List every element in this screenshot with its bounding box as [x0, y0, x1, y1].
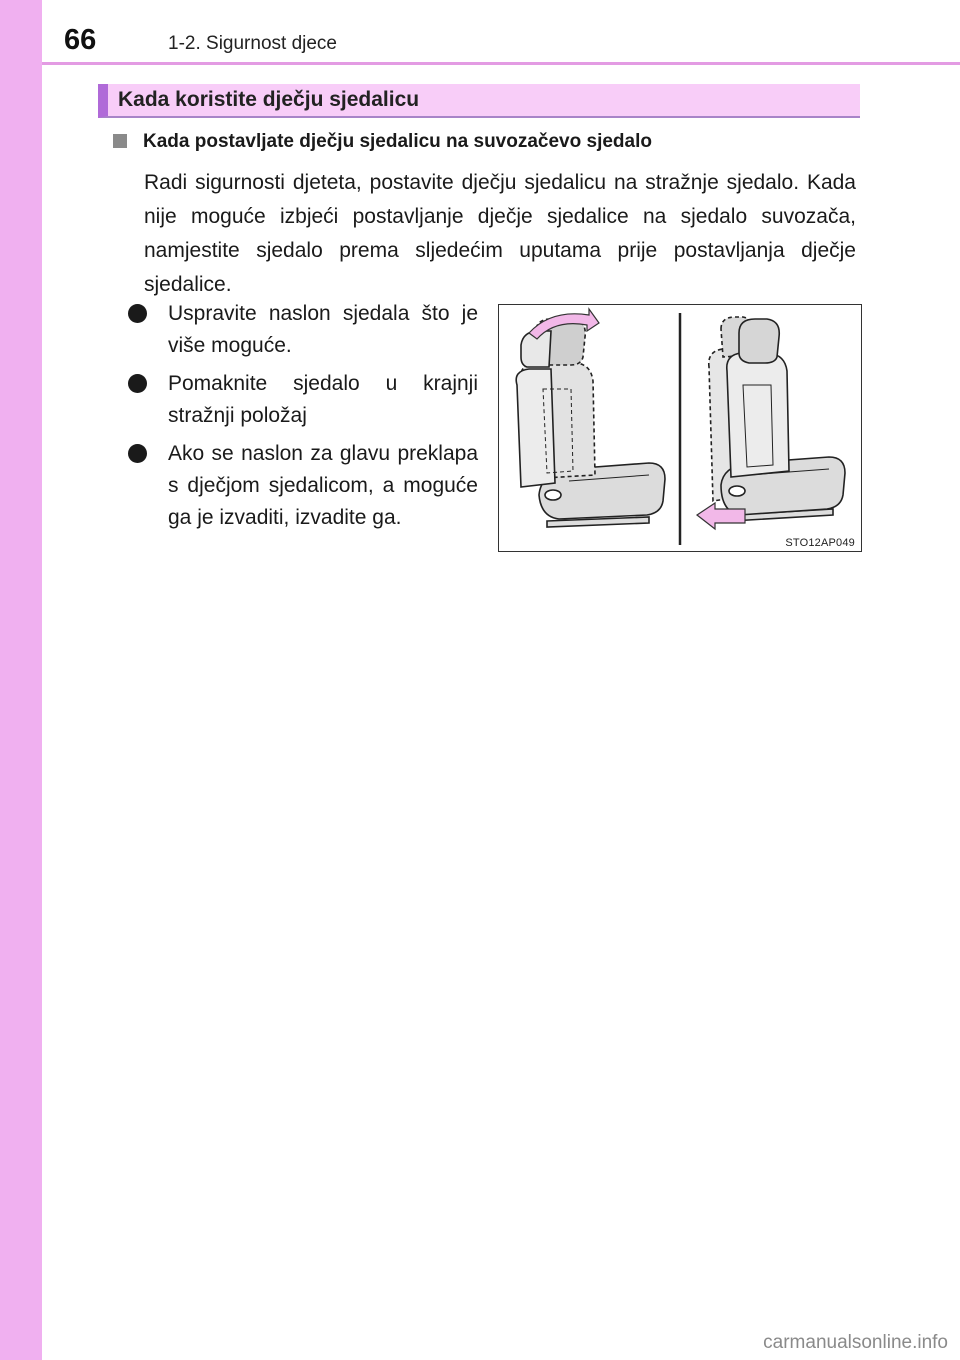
left-seat-icon [516, 319, 665, 527]
side-tab-strip [0, 0, 42, 1360]
list-item [128, 368, 478, 432]
subheading-text: Kada postavljate dječju sjedalicu na suvozačevo sjedalo [143, 131, 652, 152]
body-paragraph: Radi sigurnosti djeteta, postavite dječju sjedalicu na stražnje sjedalo. Kada nije moguće izbjeći postavljanje dječje sjedalice na sjedalo suvozača, namjestite sjedalo prema sljedećim uputama prije postavljanja dječje sjedalice. [144, 171, 856, 296]
seat-illustration-svg [499, 305, 861, 551]
square-bullet-icon [113, 134, 127, 148]
bullet-dot-icon [128, 374, 147, 393]
subheading [113, 131, 873, 153]
instruction-list [128, 298, 478, 540]
topic-title: Kada koristite dječju sjedalicu [118, 88, 420, 111]
right-seat-icon [709, 317, 845, 521]
bullet-dot-icon [128, 304, 147, 323]
header-divider [42, 62, 960, 65]
page-number: 66 [64, 24, 97, 56]
list-item-text: Uspravite naslon sjedala što je više moguće. [168, 302, 478, 357]
list-item-text: Ako se naslon za glavu preklapa s dječjom sjedalicom, a moguće ga je izvaditi, izvadite ga. [168, 442, 478, 529]
bullet-dot-icon [128, 444, 147, 463]
seat-adjustment-illustration [498, 304, 862, 552]
list-item-text: Pomaknite sjedalo u krajnji stražnji položaj [168, 372, 478, 427]
watermark: carmanualsonline.info [763, 1332, 948, 1353]
list-item [128, 438, 478, 534]
topic-title-box [98, 84, 860, 118]
figure-code: STO12AP049 [785, 537, 855, 549]
list-item [128, 298, 478, 362]
section-title: 1-2. Sigurnost djece [168, 33, 337, 54]
